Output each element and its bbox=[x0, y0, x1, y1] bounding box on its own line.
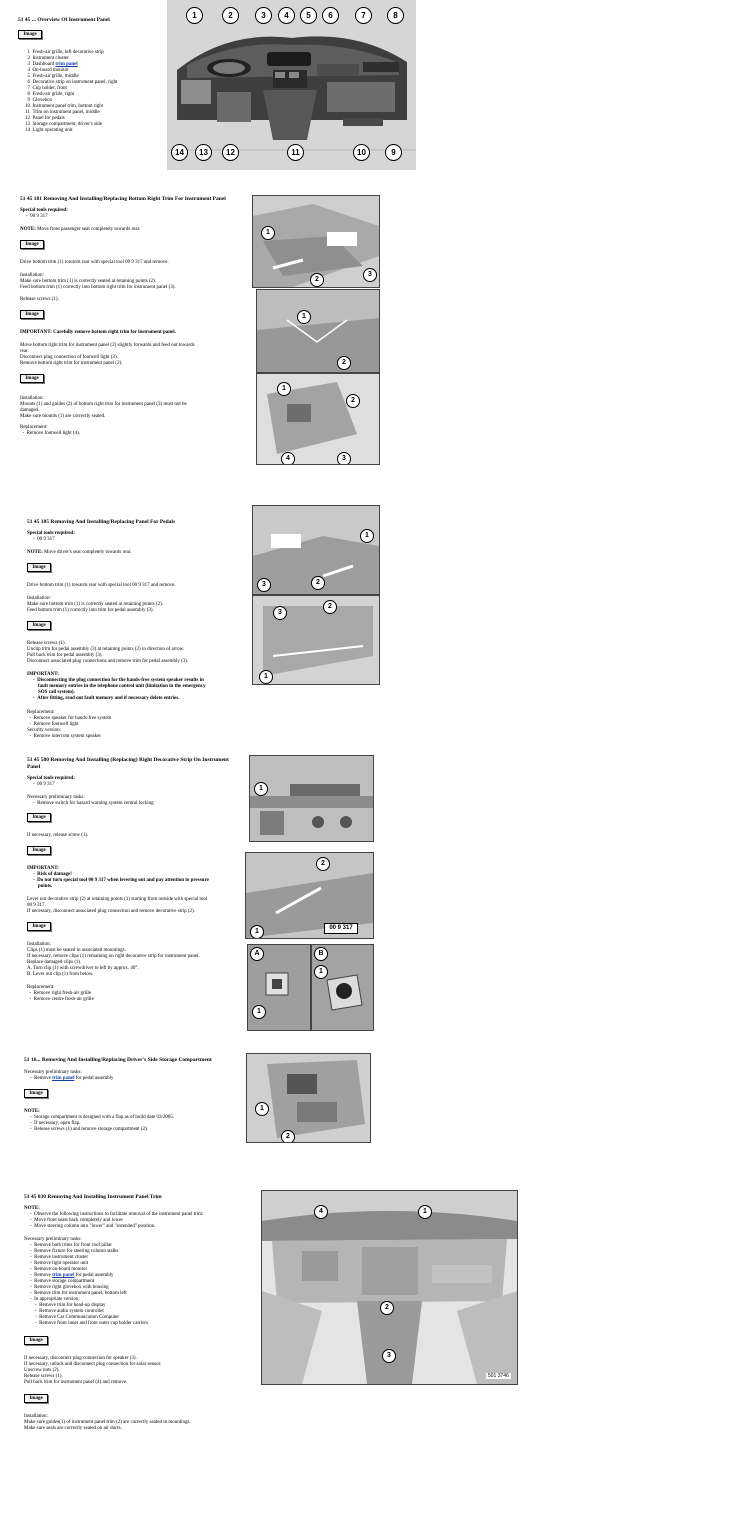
callout-marker: 2 bbox=[310, 273, 324, 287]
pedal-trim-image bbox=[252, 505, 380, 595]
callout-marker: 1 bbox=[252, 1005, 266, 1019]
legend-item: 5 Fresh-air grille, middle bbox=[27, 74, 79, 79]
callout-marker: 2 bbox=[380, 1301, 394, 1315]
image-button[interactable]: Image bbox=[27, 563, 51, 572]
callout-marker: 1 bbox=[314, 965, 328, 979]
panel-label: B bbox=[314, 947, 328, 961]
prelim-items: - Remove both trims for front roof pillar - Remove fixture for steering column stalks - Remove instrument cluster - Remove light operator unit - Remove on-board monitor - Remove trim panel for pedal assembly - Remove storage compartment - Remove right glovebox with housing - Remove trim for instrument panel, bottom left - In appropriate version: - Remove trim for head-up display - Remove audio system controller - Remove Car Communication Computer - Remove front inner and front outer cup holder carriers bbox=[30, 1243, 149, 1326]
callout-marker: 10 bbox=[353, 144, 370, 161]
special-tool-item: - 00 9 317 bbox=[26, 214, 48, 219]
screws-image bbox=[256, 289, 380, 373]
clip-panel-a bbox=[247, 944, 311, 1031]
image-button[interactable]: Image bbox=[20, 240, 44, 249]
installation-text: Installation: Make sure guides(1) of instrument panel trim (2) are correctly seated in mountings. Make sure seals are correctly seated on air ducts. bbox=[24, 1414, 191, 1431]
image-button[interactable]: Image bbox=[20, 310, 44, 319]
mounts-illustration bbox=[257, 374, 379, 464]
important-items: - Risk of damage! - Do not turn special tool 00 9 317 when levering out and pay attention to pressure points. bbox=[33, 872, 209, 889]
image-button[interactable]: Image bbox=[18, 30, 42, 39]
installation-text: Installation: Clips (1) must be seated in associated mountings. If necessary, remove clips (1) remaining on right decorative strip for instrument panel. Replace damaged clips (1). A. Turn clip (1) with screwdriver to left by approx. 40°. B. Lever out clip (1) from below. bbox=[27, 942, 200, 977]
callout-marker: 4 bbox=[314, 1205, 328, 1219]
callout-marker: 2 bbox=[311, 576, 325, 590]
image-button[interactable]: Image bbox=[20, 374, 44, 383]
callout-marker: 1 bbox=[250, 925, 264, 939]
callout-marker: 2 bbox=[346, 394, 360, 408]
image-button[interactable]: Image bbox=[27, 813, 51, 822]
important-note: IMPORTANT: bbox=[27, 866, 59, 871]
step-text: Drive bottom trim (1) towards rear with special tool 00 9 317 and remove. bbox=[20, 260, 169, 265]
tool-label: 00 9 317 bbox=[324, 923, 358, 934]
section-title: 51 45 580 Removing And Installing (Replacing) Right Decorative Strip On Instrument bbox=[27, 757, 229, 763]
callout-marker: 3 bbox=[255, 7, 272, 24]
callout-marker: 6 bbox=[322, 7, 339, 24]
storage-illustration bbox=[247, 1054, 370, 1142]
note: NOTE: bbox=[24, 1206, 40, 1211]
important-note: IMPORTANT: bbox=[27, 672, 59, 677]
trim-panel-link[interactable]: trim panel bbox=[55, 62, 78, 67]
legend-item: 2 Instrument cluster bbox=[27, 56, 69, 61]
trim-removal-image bbox=[252, 195, 380, 288]
panel-label: A bbox=[250, 947, 264, 961]
note: NOTE: Move front passenger seat completely towards rear. bbox=[20, 227, 141, 232]
vent-strip-illustration bbox=[250, 756, 373, 841]
callout-marker: 14 bbox=[171, 144, 188, 161]
step-text: If necessary, disconnect plug connection for speaker (3). If necessary, unlock and disconnect plug connection for solar sensor. Unscrew nuts (2). Release screws (1). Pull back trim for instrument panel (4) and remove. bbox=[24, 1356, 162, 1385]
callout-marker: 4 bbox=[281, 452, 295, 465]
step-text: Release screws (1). Unclip trim for pedal assembly (3) at retaining points (2) in direction of arrow. Pull back trim for pedal assembly (3). Disconnect associated plug connections and remove trim for pedal assembly (3). bbox=[27, 641, 189, 664]
legend-item: 11 Trim on instrument panel, middle bbox=[25, 110, 100, 115]
callout-marker: 2 bbox=[281, 1130, 295, 1143]
section-title: 51 45 ... Overview Of Instrument Panel bbox=[18, 17, 110, 23]
replacement-text: Replacement: - Remove right fresh-air grille - Remove centre fresh-air grille bbox=[27, 985, 94, 1002]
legend-item: 7 Cup holder, front bbox=[27, 86, 67, 91]
pedal-assembly-image bbox=[252, 595, 380, 685]
vent-strip-image bbox=[249, 755, 374, 842]
legend-item: 1 Fresh-air grille, left decorative strip bbox=[27, 50, 104, 55]
callout-marker: 1 bbox=[261, 226, 275, 240]
note: NOTE: Move driver's seat completely towards rear. bbox=[27, 550, 132, 555]
section-title: 51 45 030 Removing And Installing Instrument Panel Trim bbox=[24, 1194, 162, 1200]
step-text: Drive bottom trim (1) towards rear with special tool 00 9 317 and remove. bbox=[27, 583, 176, 588]
image-button[interactable]: Image bbox=[27, 846, 51, 855]
prelim-item: - Remove trim panel for pedal assembly bbox=[30, 1076, 114, 1081]
callout-marker: 5 bbox=[300, 7, 317, 24]
callout-marker: 1 bbox=[297, 310, 311, 324]
special-tool-item: - 00 9 317 bbox=[33, 782, 55, 787]
callout-marker: 7 bbox=[355, 7, 372, 24]
overview-legend bbox=[18, 50, 117, 134]
callout-marker: 2 bbox=[222, 7, 239, 24]
prelim-label: Necessary preliminary tasks: bbox=[27, 795, 85, 800]
legend-item: 9 Glovebox bbox=[27, 98, 53, 103]
callout-marker: 9 bbox=[385, 144, 402, 161]
prelim-item: - Remove switch for hazard warning system central locking bbox=[33, 801, 154, 806]
image-button[interactable]: Image bbox=[27, 922, 51, 931]
important-items: - Disconnecting the plug connection for the hands-free system speaker results in fault memory entries in the telephone control unit (limitation in the emergency SOS call system). - After fitting, read out fault memory and if necessary delete entries. bbox=[33, 678, 206, 701]
callout-marker: 13 bbox=[195, 144, 212, 161]
special-tools-label: Special tools required: bbox=[27, 531, 75, 536]
legend-item: 6 Decorative strip on instrument panel, right bbox=[27, 80, 118, 85]
mounts-image bbox=[256, 373, 380, 465]
legend-item: 14 Light operating unit bbox=[25, 128, 73, 133]
callout-marker: 1 bbox=[254, 782, 268, 796]
lever-out-image bbox=[245, 852, 374, 939]
pedal-assembly-illustration bbox=[253, 596, 379, 684]
installation-text: Installation: Make sure bottom trim (1) is correctly seated at retaining points (2). Feed bottom trim (1) correctly into bottom right trim for instrument panel (3). bbox=[20, 273, 176, 290]
installation-text: Installation: Make sure bottom trim (1) is correctly seated at retaining points (2). Feed bottom trim (1) correctly into trim for pedal assembly (3). bbox=[27, 596, 164, 613]
special-tool-item: - 00 9 317 bbox=[33, 537, 55, 542]
section-title-line2: Panel bbox=[27, 764, 41, 770]
prelim-label: Necessary preliminary tasks: bbox=[24, 1070, 82, 1075]
special-tools-label: Special tools required: bbox=[20, 208, 68, 213]
image-button[interactable]: Image bbox=[24, 1336, 48, 1345]
storage-compartment-image bbox=[246, 1053, 371, 1143]
legend-item: 10 Instrument panel trim, bottom right bbox=[25, 104, 104, 109]
instrument-panel-trim-image bbox=[261, 1190, 518, 1385]
special-tools-label: Special tools required: bbox=[27, 776, 75, 781]
callout-marker: 1 bbox=[186, 7, 203, 24]
note-items: - Storage compartment is designed with a flap as of build date 03/2005. - If necessary, open flap. - Release screws (1) and remove storage compartment (2). bbox=[30, 1115, 175, 1132]
callout-marker: 4 bbox=[278, 7, 295, 24]
instrument-panel-overview-image bbox=[167, 0, 416, 170]
image-button[interactable]: Image bbox=[24, 1394, 48, 1403]
prelim-trim-item: Remove trim panel for pedal assembly bbox=[34, 1273, 114, 1278]
screws-illustration bbox=[257, 290, 379, 372]
trim-panel-link[interactable]: trim panel bbox=[52, 1273, 75, 1278]
callout-marker: 3 bbox=[382, 1349, 396, 1363]
callout-marker: 1 bbox=[277, 382, 291, 396]
callout-marker: 2 bbox=[337, 356, 351, 370]
callout-marker: 2 bbox=[323, 600, 337, 614]
prelim-label: Necessary preliminary tasks: bbox=[24, 1237, 82, 1242]
callout-marker: 3 bbox=[363, 268, 377, 282]
callout-marker: 2 bbox=[316, 857, 330, 871]
trim-panel-link[interactable]: trim panel bbox=[52, 1076, 75, 1081]
clip-panel-b bbox=[311, 944, 374, 1031]
callout-marker: 3 bbox=[257, 578, 271, 592]
callout-marker: 11 bbox=[287, 144, 304, 161]
step-text: Move bottom right trim for instrument panel (2) slightly forwards and feed out towards rear. Disconnect plug connection of footwell light (3). Remove bottom right trim for instrument panel (2). bbox=[20, 343, 195, 366]
figure-id: 501 3746 bbox=[488, 1373, 509, 1379]
callout-marker: 3 bbox=[273, 606, 287, 620]
callout-marker: 8 bbox=[387, 7, 404, 24]
replacement-text: Replacement: - Remove footwell light (4). bbox=[20, 425, 80, 436]
legend-item: 12 Panel for pedals bbox=[25, 116, 65, 121]
important-note: IMPORTANT: Carefully remove bottom right trim for instrument panel. bbox=[20, 330, 176, 335]
image-button[interactable]: Image bbox=[24, 1089, 48, 1098]
callout-marker: 1 bbox=[259, 670, 273, 684]
legend-item: 13 Storage compartment, driver's side bbox=[25, 122, 102, 127]
replacement-text: Replacement: - Remove speaker for hands-free system - Remove footwell light Security version: - Remove intercom system speaker bbox=[27, 710, 112, 739]
step-text: If necessary, release screw (1). bbox=[27, 833, 89, 838]
section-title: 51 16... Removing And Installing/Replacing Driver's Side Storage Compartment bbox=[24, 1057, 212, 1063]
legend-item: 8 Fresh-air grille, right bbox=[27, 92, 75, 97]
legend-item: 3 Dashboard trim panel bbox=[27, 62, 78, 67]
section-title: 51 45 181 Removing And Installing/Replacing Bottom Right Trim For Instrument Panel bbox=[20, 196, 226, 202]
installation-text: Installation: Mounts (1) and guides (2) of bottom right trim for instrument panel (3) must not be damaged. Make sure mounts (1) are correctly seated. bbox=[20, 396, 187, 419]
legend-item: 4 On-board monitor bbox=[27, 68, 69, 73]
step-text: Release screws (1). bbox=[20, 297, 59, 302]
section-title: 51 45 185 Removing And Installing/Replacing Panel For Pedals bbox=[27, 519, 176, 525]
callout-marker: 3 bbox=[337, 452, 351, 465]
callout-marker: 1 bbox=[255, 1102, 269, 1116]
note: NOTE: bbox=[24, 1109, 40, 1114]
step-text: Lever out decorative strip (2) at retaining points (1) starting from outside with special tool 00 9 317. If necessary, disconnect associated plug connection and remove decorative strip (2). bbox=[27, 897, 208, 914]
image-button[interactable]: Image bbox=[27, 621, 51, 630]
callout-marker: 12 bbox=[222, 144, 239, 161]
callout-marker: 1 bbox=[360, 529, 374, 543]
callout-marker: 1 bbox=[418, 1205, 432, 1219]
note-items: - Observe the following instructions to facilitate removal of the instrument panel trim: - Move front seats back completely and lower - Move steering column into "lower" and "extended" position. bbox=[30, 1212, 204, 1229]
